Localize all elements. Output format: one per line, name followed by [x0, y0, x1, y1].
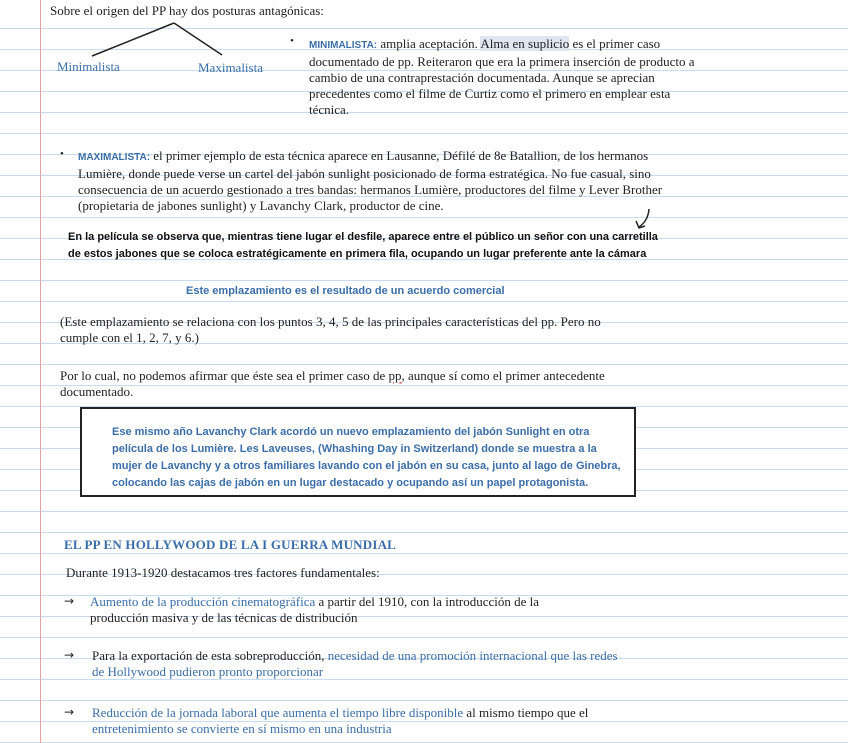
branch-right-line	[174, 23, 222, 55]
branch-diagram	[80, 20, 260, 60]
section-intro: Durante 1913-1920 destacamos tres factores fundamentales:	[66, 565, 380, 580]
factor-3-highlight-b: entretenimiento se convierte en sí mismo en una industria	[92, 721, 392, 736]
branch-left-line	[92, 23, 174, 56]
notebook-margin-line	[40, 0, 41, 743]
diagram-label-maximalista: Maximalista	[198, 60, 263, 75]
minimalista-highlight: Alma en suplicio	[480, 36, 570, 51]
highlight-box	[80, 407, 636, 497]
conclusion-paragraph	[60, 368, 670, 400]
bullet-dot-maximalista: •	[60, 148, 64, 160]
maximalista-paragraph	[78, 148, 676, 214]
maximalista-label: MAXIMALISTA:	[78, 152, 151, 163]
minimalista-text-a: amplia aceptación.	[377, 36, 481, 51]
factor-2	[92, 648, 632, 680]
parenthetical-note: (Este emplazamiento se relaciona con los puntos 3, 4, 5 de las principales características del pp. Pero no cumple con el 1, 2, 7, y 6.)	[60, 314, 601, 345]
arrow-icon: →	[64, 648, 75, 662]
factor-2-text: Para la exportación de esta sobreproducción,	[92, 648, 328, 663]
factor-1	[90, 594, 600, 626]
minimalista-text-b: es el primer caso documentado de pp. Reiteraron que era la primera inserción de producto a cambio de una contraprestación documentada. Aunque se aprecian precedentes como el filme de Curtiz como el primero en emplear esta técnica.	[309, 36, 695, 117]
conclusion-pp: pp	[388, 368, 402, 383]
conclusion-text-b: , aunque sí como el primer antecedente documentado.	[60, 368, 605, 399]
intro-text: Sobre el origen del PP hay dos posturas antagónicas:	[50, 3, 324, 18]
factor-3	[92, 705, 612, 737]
factor-3-text: al mismo tiempo que el	[463, 705, 589, 720]
factor-1-highlight: Aumento de la producción cinematográfica	[90, 594, 316, 609]
subheading: Este emplazamiento es el resultado de un acuerdo comercial	[186, 285, 505, 297]
bold-note: En la película se observa que, mientras tiene lugar el desfile, aparece entre el público un señor con una carretilla de estos jabones que se coloca estratégicamente en primera fila, ocupando un lugar preferente ante la cámara	[68, 231, 658, 260]
factor-2-highlight: necesidad de una promoción internacional que las redes de Hollywood pudieron pronto proporcionar	[92, 648, 618, 679]
arrow-icon: →	[64, 594, 75, 608]
section-title: EL PP EN HOLLYWOOD DE LA I GUERRA MUNDIAL	[64, 537, 397, 552]
arrow-icon: →	[64, 705, 75, 719]
factor-3-highlight: Reducción de la jornada laboral que aumenta el tiempo libre disponible	[92, 705, 464, 720]
minimalista-paragraph	[309, 36, 709, 118]
conclusion-text-a: Por lo cual, no podemos afirmar que éste sea el primer caso de	[60, 368, 389, 383]
factor-1-text: a partir del 1910, con la introducción de la producción masiva y de las técnicas de distribución	[90, 594, 540, 625]
bullet-dot-minimalista: •	[290, 35, 294, 47]
maximalista-text: el primer ejemplo de esta técnica aparece en Lausanne, Défilé de 8e Batallion, de los hermanos Lumière, donde puede verse un cartel del jabón sunlight posicionado de forma estratégica. No fue casual, sino consecuencia de un acuerdo gestionado a tres bandas: hermanos Lumière, productores del filme y Lever Brother (propietaria de jabones sunlight) y Lavanchy Clark, productor de cine.	[78, 148, 663, 213]
minimalista-label: MINIMALISTA:	[309, 40, 378, 51]
box-text: Ese mismo año Lavanchy Clark acordó un nuevo emplazamiento del jabón Sunlight en otra película de los Lumière. Les Laveuses, (Whashing Day in Switzerland) donde se muestra a la mujer de Lavanchy y a otros familiares lavando con el jabón en su casa, junto al lago de Ginebra, colocando las cajas de jabón en un lugar destacado y ocupando así un papel protagonista.	[112, 426, 621, 489]
diagram-label-minimalista: Minimalista	[57, 59, 120, 74]
